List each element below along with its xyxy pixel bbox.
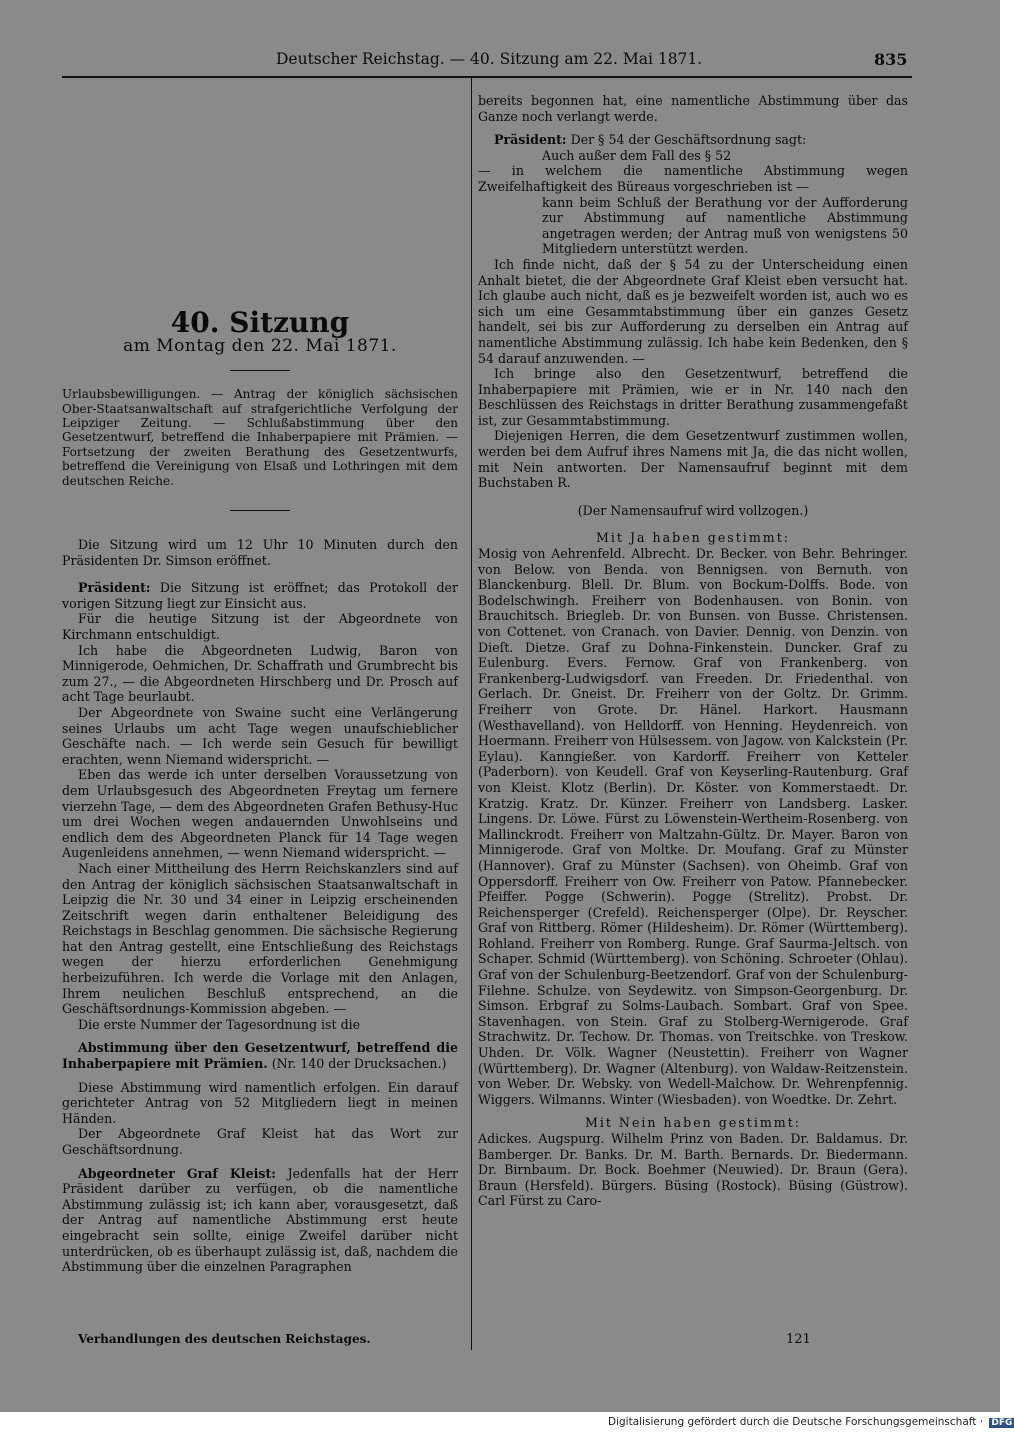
paragraph: Der Abgeordnete von Swaine sucht eine Verlängerung seines Urlaubs um acht Tage wegen unaufschieblicher Geschäfte nach. — Ich werde sein Gesuch für bewilligt erachten, wenn Niemand widerspricht. — — [62, 704, 458, 767]
no-votes-heading: Mit Nein haben gestimmt: — [584, 1115, 802, 1131]
digitization-credit: Digitalisierung gefördert durch die Deutsche Forschungsgemeinschaft · DFG — [608, 1416, 1013, 1428]
paragraph — [62, 580, 458, 611]
left-column — [62, 83, 458, 1275]
quotation: kann beim Schluß der Berathung vor der Aufforderung zur Abstimmung auf namentliche Abstimmung angetragen werden; der Antrag muß von wenigstens 50 Mitgliedern unterstützt werden. — [542, 194, 908, 257]
no-votes-list: Adickes. Augspurg. Wilhelm Prinz von Baden. Dr. Baldamus. Dr. Bamberger. Dr. Banks. Dr. M. Barth. Bernards. Dr. Biedermann. Dr. Birnbaum. Dr. Bock. Boehmer (Neuwied). Dr. Braun (Gera). Braun (Hersfeld). Bürgers. Büsing (Rostock). Büsing (Güstrow). Carl Fürst zu Caro- — [478, 1131, 908, 1209]
speaker-label: Abgeordneter Graf Kleist: — [78, 1165, 276, 1181]
paragraph: bereits begonnen hat, eine namentliche Abstimmung über das Ganze noch verlangt werde. — [478, 93, 908, 124]
agenda-title: Abstimmung über den Gesetzentwurf, betreffend die Inhaberpapiere mit Prämien. — [62, 1040, 458, 1072]
signature-number: 121 — [786, 1332, 811, 1347]
session-summary: Urlaubsbewilligungen. — Antrag der königlich sächsischen Ober-Staatsanwaltschaft auf strafgerichtliche Verfolgung der Leipziger Zeitung. — Schlußabstimmung über den Gesetzentwurf, betreffend die Inhaberpapiere mit Prämien. — Fortsetzung der zweiten Berathung des Gesetzentwurfs, betreffend die Vereinigung von Elsaß und Lothringen mit dem deutschen Reiche. — [62, 387, 458, 488]
paragraph: Ich habe die Abgeordneten Ludwig, Baron von Minnigerode, Oehmichen, Dr. Schaffrath und Grumbrecht bis zum 27., — die Abgeordneten Hirschberg und Dr. Prosch auf acht Tage beurlaubt. — [62, 642, 458, 705]
paragraph: Eben das werde ich unter derselben Voraussetzung von dem Urlaubsgesuch des Abgeordneten Freytag um fernere vierzehn Tage, — dem des Abgeordneten Grafen Bethusy-Huc um drei Wochen wegen andauernden Unwohlseins und endlich dem des Abgeordneten Planck für 14 Tage wegen Augenleidens annehmen, — wenn Niemand widerspricht. — — [62, 767, 458, 861]
header-rule — [62, 76, 912, 78]
yes-votes-heading: Mit Ja haben gestimmt: — [595, 530, 791, 546]
paragraph: Nach einer Mittheilung des Herrn Reichskanzlers sind auf den Antrag der königlich sächsischen Staatsanwaltschaft in Leipzig die Nr. 30 und 34 einer in Leipzig erscheinenden Zeitschrift wegen darin enthaltener Beleidigung des Reichstags in Beschlag genommen. Die sächsische Regierung hat den Antrag gestellt, eine Entschließung des Reichstags wegen der hierzu erforderlichen Genehmigung herbeizuführen. Ich werde die Vorlage mit den Anlagen, Ihrem neulichen Beschluß entsprechend, an die Geschäftsordnungs-Kommission abgeben. — — [62, 860, 458, 1017]
paragraph — [478, 132, 908, 148]
right-column — [478, 93, 908, 1209]
paragraph: Diese Abstimmung wird namentlich erfolgen. Ein darauf gerichteter Antrag von 52 Mitgliedern liegt in meinen Händen. — [62, 1079, 458, 1126]
column-divider — [471, 78, 472, 1350]
paragraph — [62, 1166, 458, 1275]
page-number: 835 — [874, 50, 908, 69]
speech-text: Die Sitzung ist eröffnet; das Protokoll der vorigen Sitzung liegt zur Einsicht aus. — [62, 580, 458, 611]
speaker-label: Präsident: — [494, 132, 567, 148]
divider — [230, 370, 290, 371]
paragraph: Diejenigen Herren, die dem Gesetzentwurf zustimmen wollen, werden bei dem Aufruf ihres Namens mit Ja, die das nicht wollen, mit Nein antworten. Der Namensaufruf beginnt mit dem Buchstaben R. — [478, 428, 908, 491]
session-date: am Montag den 22. Mai 1871. — [123, 335, 397, 356]
running-header-title: Deutscher Reichstag. — 40. Sitzung am 22. Mai 1871. — [276, 50, 703, 68]
quotation: Auch außer dem Fall des § 52 — [542, 147, 732, 163]
yes-votes-list: Mosig von Aehrenfeld. Albrecht. Dr. Becker. von Behr. Behringer. von Below. von Benda. von Bennigsen. von Bernuth. von Blanckenburg. Blell. Dr. Blum. von Bockum-Dolffs. Bode. von Bodelschwingh. Freiherr von Bodenhausen. von Bonin. von Brauchitsch. Briegleb. Dr. von Bunsen. von Busse. Christensen. von Cottenet. von Cranach. von Davier. Dennig. von Denzin. von Dieſt. Dietze. Graf zu Dohna-Finkenstein. Duncker. Graf zu Eulenburg. Evers. Fernow. Graf von Frankenberg. von Frankenberg-Ludwigsdorf. van Freeden. Dr. Friedenthal. von Gerlach. Dr. Gneist. Dr. Freiherr von der Goltz. Dr. Grimm. Freiherr von Grote. Dr. Hänel. Harkort. Hausmann (Westhavelland). von Helldorff. von Henning. Heydenreich. von Hoermann. Freiherr von Hülsessem. von Jagow. von Kalckstein (Pr. Eylau). Kanngießer. von Kardorff. Freiherr von Ketteler (Paderborn). von Keudell. Graf von Keyserling-Rautenburg. Graf von Kleist. Klotz (Berlin). Dr. Köster. von Kommerstaedt. Dr. Kratzig. Kratz. Dr. Künzer. Freiherr von Landsberg. Lasker. Lingens. Dr. Löwe. Fürst zu Löwenstein-Wertheim-Rosenberg. von Mallinckrodt. Freiherr von Maltzahn-Gültz. Dr. Mayer. Baron von Minnigerode. Graf von Moltke. Dr. Moufang. Graf zu Münster (Hannover). Graf zu Münster (Sachsen). von Oheimb. Graf von Oppersdorff. Freiherr von Ow. Freiherr von Patow. Pfannebecker. Pfeiffer. Pogge (Schwerin). Pogge (Strelitz). Probst. Dr. Reichensperger (Crefeld). Reichensperger (Olpe). Dr. Reyscher. Graf von Rittberg. Römer (Hildesheim). Dr. Römer (Württemberg). Rohland. Freiherr von Romberg. Runge. Graf Saurma-Jeltsch. von Schaper. Schmid (Württemberg). von Schöning. Schroeter (Ohlau). Graf von der Schulenburg-Beetzendorf. Graf von der Schulenburg-Filehne. Schulze. von Seydewitz. von Simpson-Georgenburg. Dr. Simson. Erbgraf zu Solms-Laubach. Sombart. Graf von Spee. Stavenhagen. von Stein. Graf zu Stolberg-Wernigerode. Graf Strachwitz. Dr. Techow. Dr. Thomas. von Treitschke. von Treskow. Uhden. Dr. Völk. Wagner (Neustettin). Freiherr von Wagner (Württemberg). Dr. Wagner (Altenburg). von Waldaw-Reitzenstein. von Weber. Dr. Websky. von Wedell-Malchow. Dr. Wehrenpfennig. Wiggers. Wilmanns. Winter (Wiesbaden). von Woedtke. Dr. Zehrt. — [478, 546, 908, 1107]
dfg-logo: DFG — [991, 1418, 1013, 1428]
paragraph: Ich finde nicht, daß der § 54 zu der Unterscheidung einen Anhalt bietet, die der Abgeordnete Graf Kleist eben versucht hat. Ich glaube auch nicht, daß es je bezweifelt worden ist, auch wo es sich um eine Gesammtabstimmung über ein ganzes Gesetz handelt, sei bis zur Aufforderung zu derselben ein Antrag auf namentliche Abstimmung zulässig. Ich habe kein Bedenken, den § 54 darauf anzuwenden. — — [478, 256, 908, 366]
agenda-ref: (Nr. 140 der Drucksachen.) — [271, 1056, 447, 1072]
agenda-item — [62, 1040, 458, 1071]
speaker-label: Präsident: — [78, 580, 151, 596]
page-footer-note: Verhandlungen des deutschen Reichstages. — [78, 1332, 371, 1346]
session-title: 40. Sitzung — [170, 306, 350, 339]
paragraph: Ich bringe also den Gesetzentwurf, betreffend die Inhaberpapiere mit Prämien, wie er in Nr. 140 nach den Beschlüssen des Reichstags in dritter Berathung zusammengefaßt ist, zur Gesammtabstimmung. — [478, 366, 908, 428]
paragraph: — in welchem die namentliche Abstimmung wegen Zweifelhaftigkeit des Büreaus vorgeschrieben ist — — [478, 163, 908, 194]
paragraph: Der Abgeordnete Graf Kleist hat das Wort zur Geschäftsordnung. — [62, 1126, 458, 1157]
paragraph: Für die heutige Sitzung ist der Abgeordnete von Kirchmann entschuldigt. — [62, 611, 458, 642]
paragraph: Die Sitzung wird um 12 Uhr 10 Minuten durch den Präsidenten Dr. Simson eröffnet. — [62, 537, 458, 568]
credit-text: Digitalisierung gefördert durch die Deutsche Forschungsgemeinschaft — [608, 1416, 977, 1428]
procedure-note: (Der Namensaufruf wird vollzogen.) — [577, 502, 809, 518]
speech-text: Der § 54 der Geschäftsordnung sagt: — [570, 132, 807, 148]
paragraph: Die erste Nummer der Tagesordnung ist die — [78, 1016, 361, 1032]
speech-text: Jedenfalls hat der Herr Präsident darüber zu verfügen, ob die namentliche Abstimmung zulässig ist; ich kann aber, vorausgesetzt, daß der Antrag auf namentliche Abstimmung erst heute eingebracht sein sollte, einige Zweifel darüber nicht unterdrücken, ob es überhaupt zulässig ist, daß, nachdem die Abstimmung über die einzelnen Paragraphen — [62, 1165, 458, 1275]
